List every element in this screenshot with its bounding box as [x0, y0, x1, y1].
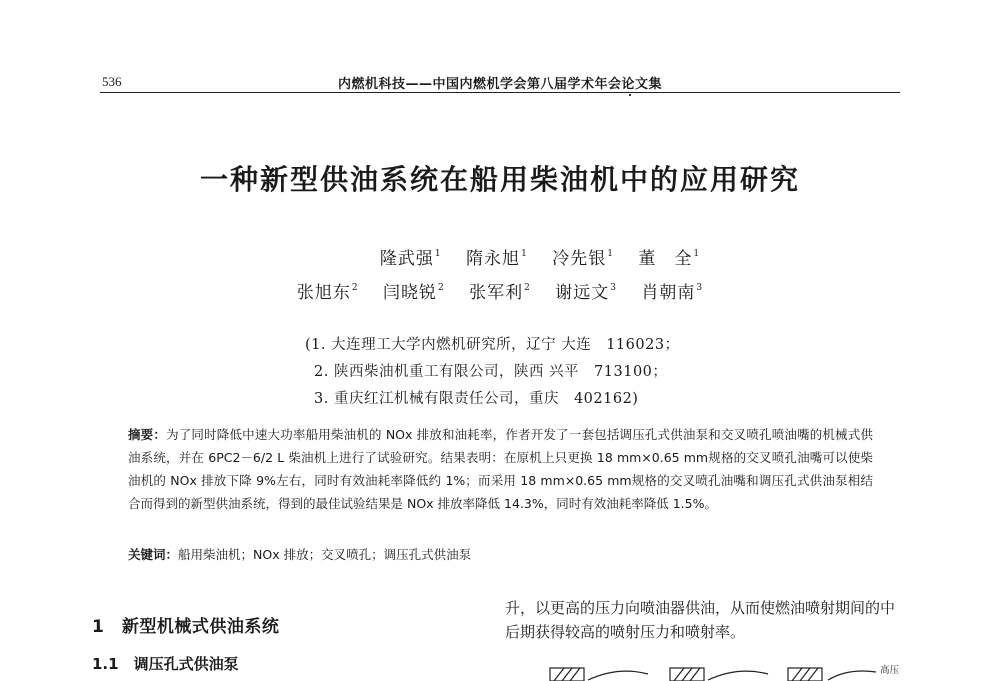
author-line-2 — [0, 278, 1000, 303]
author: 冷先银$^1$ — [552, 249, 614, 269]
print-mark — [629, 94, 631, 96]
figure-fragment — [548, 664, 908, 681]
abstract-text: 为了同时降低中速大功率船用柴油机的 NOx 排放和油耗率，作者开发了一套包括调压孔式供油泵和交叉喷孔喷油嘴的机械式供油系统，并在 6PC2－6/2 L 柴油机上进行了试验研究。结果表明：在原机上只更换 18 mm×0.65 mm规格的交叉喷孔油嘴可以使柴油机的 NOx 排放下降 9%左右，同时有效油耗率降低约 1%；而采用 18 mm×0.65 mm规格的交叉喷孔油嘴和调压孔式供油泵相结合而得到的新型供油系统，得到的最佳试验结果是 NOx 排放率降低 14.3%，同时有效油耗率降低 1.5%。 — [128, 427, 873, 511]
page-number: 536 — [102, 74, 122, 89]
author-line-1 — [40, 244, 1000, 269]
subsection-heading: 1.1 调压孔式供油泵 — [92, 655, 239, 673]
author: 张军利$^2$ — [469, 283, 531, 303]
author: 张旭东$^2$ — [296, 283, 359, 303]
affiliation: 3. 重庆红江机械有限责任公司，重庆 402162) — [314, 391, 639, 407]
keywords-text: 船用柴油机；NOx 排放；交叉喷孔；调压孔式供油泵 — [178, 547, 472, 562]
affiliation: 2. 陕西柴油机重工有限公司，陕西 兴平 713100； — [314, 364, 668, 380]
author: 闫晓锐$^2$ — [382, 283, 445, 303]
abstract-label: 摘要： — [128, 427, 167, 442]
keywords-label: 关键词： — [128, 547, 179, 562]
author: 隋永旭$^1$ — [466, 249, 528, 269]
affiliation: (1. 大连理工大学内燃机研究所，辽宁 大连 116023； — [305, 337, 680, 353]
figure-label: 高压 — [880, 665, 900, 676]
section-heading: 1 新型机械式供油系统 — [92, 617, 280, 637]
author: 肖朝南$^3$ — [641, 283, 704, 303]
running-header — [100, 70, 900, 93]
author: 董 全$^1$ — [638, 249, 701, 269]
keywords — [128, 545, 873, 563]
running-title: 内燃机科技——中国内燃机学会第八届学术年会论文集 — [337, 77, 662, 92]
author: 隆武强$^1$ — [379, 249, 442, 269]
body-paragraph: 升，以更高的压力向喷油器供油，从而使燃油喷射期间的中后期获得较高的喷射压力和喷射率。 — [505, 599, 896, 641]
abstract — [128, 423, 873, 515]
paper-title: 一种新型供油系统在船用柴油机中的应用研究 — [199, 163, 800, 196]
author: 谢远文$^3$ — [555, 283, 617, 303]
